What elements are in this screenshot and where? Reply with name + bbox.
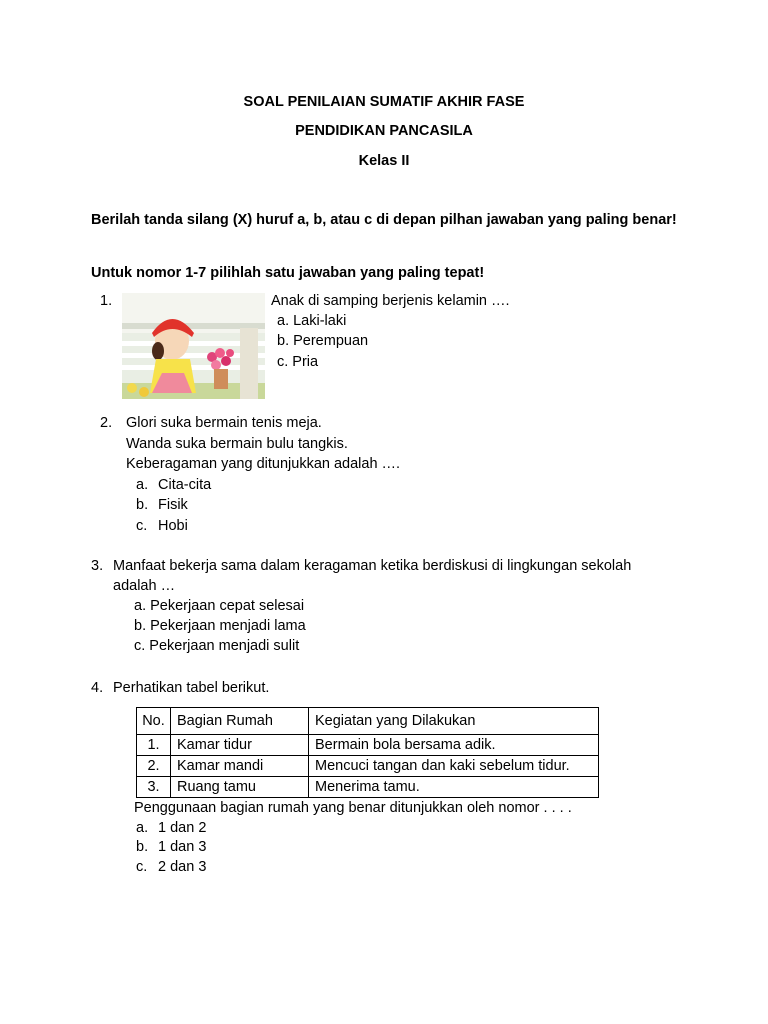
option-a: a. Laki-laki [277,313,347,329]
option-letter: a. [136,477,149,493]
option-c: c. Pria [277,354,319,370]
table-cell: 1. [137,735,171,756]
option-text: Hobi [158,518,188,534]
instruction-sub: Untuk nomor 1-7 pilihlah satu jawaban yang paling tepat! [91,265,485,281]
option-text: Fisik [158,497,188,513]
option-b: b. Perempuan [277,333,369,349]
option-c: c. Pekerjaan menjadi sulit [134,638,300,654]
table-row [137,756,599,777]
instruction-main: Berilah tanda silang (X) huruf a, b, atau c di depan pilhan jawaban yang paling benar! [91,212,677,228]
question-line: Manfaat bekerja sama dalam keragaman ketika berdiskusi di lingkungan sekolah [113,558,632,574]
doc-class: Kelas II [358,153,410,169]
question-prompt: Penggunaan bagian rumah yang benar ditunjukkan oleh nomor . . . . [134,800,572,816]
table-cell: 2. [137,756,171,777]
question-line: Wanda suka bermain bulu tangkis. [126,436,348,452]
question-line: adalah … [113,578,176,594]
table-row [137,735,599,756]
option-letter: b. [136,497,149,513]
question-text: Perhatikan tabel berikut. [113,680,270,696]
question-text: Anak di samping berjenis kelamin …. [271,293,510,309]
option-letter: b. [136,839,149,855]
question-number: 3. [91,558,104,574]
question-line: Glori suka bermain tenis meja. [126,415,322,431]
table-row [137,777,599,798]
table-header-cell: No. [137,708,171,735]
option-text: 1 dan 2 [158,820,207,836]
house-activity-table [136,707,599,798]
option-letter: a. [136,820,149,836]
table-header-row [137,708,599,735]
question-number: 1. [100,293,113,309]
option-text: 1 dan 3 [158,839,207,855]
table-header-cell: Kegiatan yang Dilakukan [309,708,599,735]
table-cell: 3. [137,777,171,798]
table-cell: Menerima tamu. [309,777,599,798]
table-cell: Bermain bola bersama adik. [309,735,599,756]
table-cell: Mencuci tangan dan kaki sebelum tidur. [309,756,599,777]
table-cell: Ruang tamu [171,777,309,798]
option-text: Cita-cita [158,477,212,493]
question-number: 4. [91,680,104,696]
question-line: Keberagaman yang ditunjukkan adalah …. [126,456,401,472]
option-a: a. Pekerjaan cepat selesai [134,598,305,614]
option-letter: c. [136,518,148,534]
option-b: b. Pekerjaan menjadi lama [134,618,306,634]
doc-subject: PENDIDIKAN PANCASILA [295,123,473,139]
option-text: 2 dan 3 [158,859,207,875]
table-cell: Kamar tidur [171,735,309,756]
child-photo [122,293,265,399]
option-letter: c. [136,859,148,875]
doc-title: SOAL PENILAIAN SUMATIF AKHIR FASE [243,94,525,110]
question-number: 2. [100,415,113,431]
table-cell: Kamar mandi [171,756,309,777]
table-header-cell: Bagian Rumah [171,708,309,735]
